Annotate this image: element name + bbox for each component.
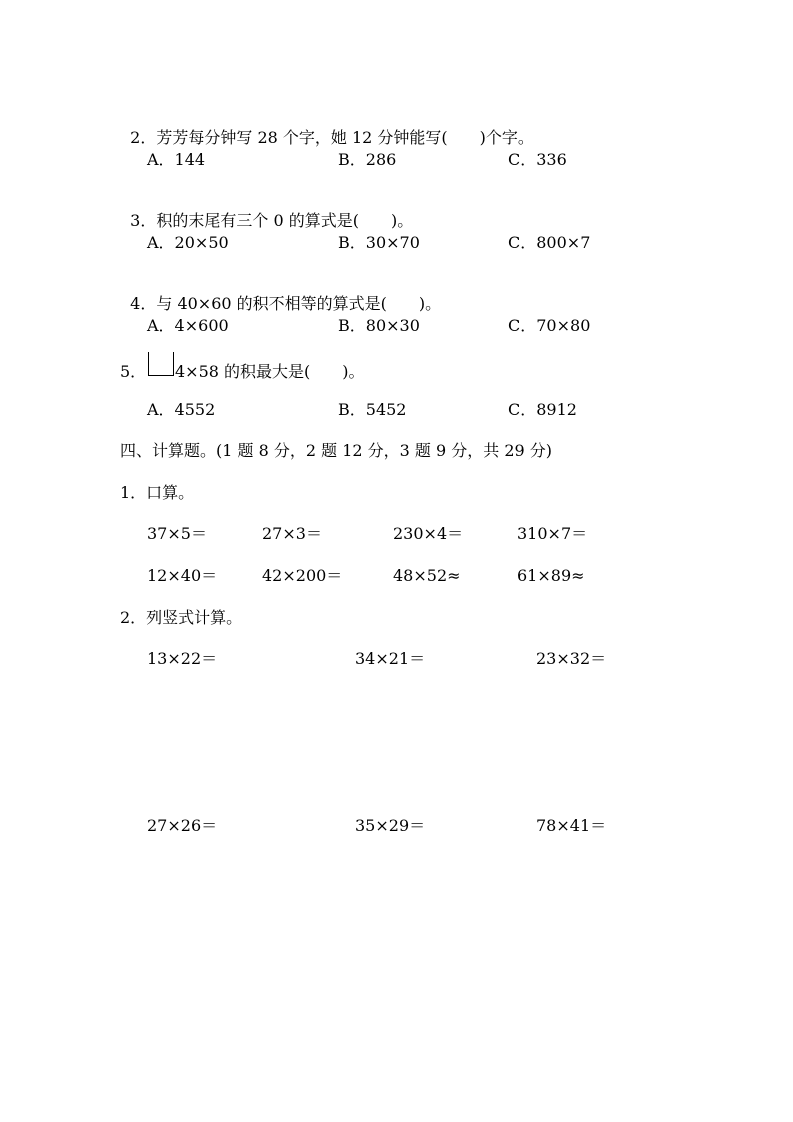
option-c: C．70×80 bbox=[508, 316, 591, 335]
oral-item: 48×52≈ bbox=[393, 566, 461, 585]
option-a: A．4×600 bbox=[147, 316, 229, 335]
option-c: C．336 bbox=[508, 150, 567, 169]
question-4 bbox=[120, 274, 441, 314]
oral-item: 42×200＝ bbox=[262, 566, 343, 585]
vertical-item: 27×26＝ bbox=[147, 816, 218, 835]
oral-item: 230×4＝ bbox=[393, 524, 464, 543]
vertical-item: 35×29＝ bbox=[355, 816, 426, 835]
question-5-number: 5． bbox=[120, 362, 147, 381]
option-a: A．144 bbox=[147, 150, 206, 169]
question-5-text: 4×58 的积最大是( )。 bbox=[175, 362, 365, 381]
option-c: C．8912 bbox=[508, 400, 577, 419]
question-text: 积的末尾有三个 0 的算式是( )。 bbox=[156, 211, 414, 230]
question-number: 4． bbox=[130, 294, 157, 313]
option-b: B．286 bbox=[338, 150, 397, 169]
oral-item: 37×5＝ bbox=[147, 524, 207, 543]
question-number: 3． bbox=[130, 211, 157, 230]
option-b: B．5452 bbox=[338, 400, 407, 419]
vertical-item: 78×41＝ bbox=[536, 816, 607, 835]
option-a: A．4552 bbox=[147, 400, 216, 419]
oral-item: 27×3＝ bbox=[262, 524, 322, 543]
blank-box bbox=[148, 352, 174, 376]
oral-item: 61×89≈ bbox=[517, 566, 585, 585]
question-text: 与 40×60 的积不相等的算式是( )。 bbox=[156, 294, 442, 313]
option-b: B．30×70 bbox=[338, 233, 420, 252]
option-b: B．80×30 bbox=[338, 316, 420, 335]
section-title: 四、计算题。(1 题 8 分，2 题 12 分，3 题 9 分，共 29 分) bbox=[120, 441, 553, 460]
oral-item: 310×7＝ bbox=[517, 524, 588, 543]
vertical-label: 2．列竖式计算。 bbox=[120, 608, 243, 627]
option-a: A．20×50 bbox=[147, 233, 229, 252]
question-3 bbox=[120, 191, 413, 231]
option-c: C．800×7 bbox=[508, 233, 591, 252]
vertical-item: 13×22＝ bbox=[147, 649, 218, 668]
question-2 bbox=[120, 108, 534, 148]
vertical-item: 34×21＝ bbox=[355, 649, 426, 668]
oral-item: 12×40＝ bbox=[147, 566, 218, 585]
vertical-item: 23×32＝ bbox=[536, 649, 607, 668]
question-text: 芳芳每分钟写 28 个字，她 12 分钟能写( )个字。 bbox=[156, 128, 534, 147]
question-number: 2． bbox=[130, 128, 157, 147]
oral-label: 1．口算。 bbox=[120, 483, 195, 502]
